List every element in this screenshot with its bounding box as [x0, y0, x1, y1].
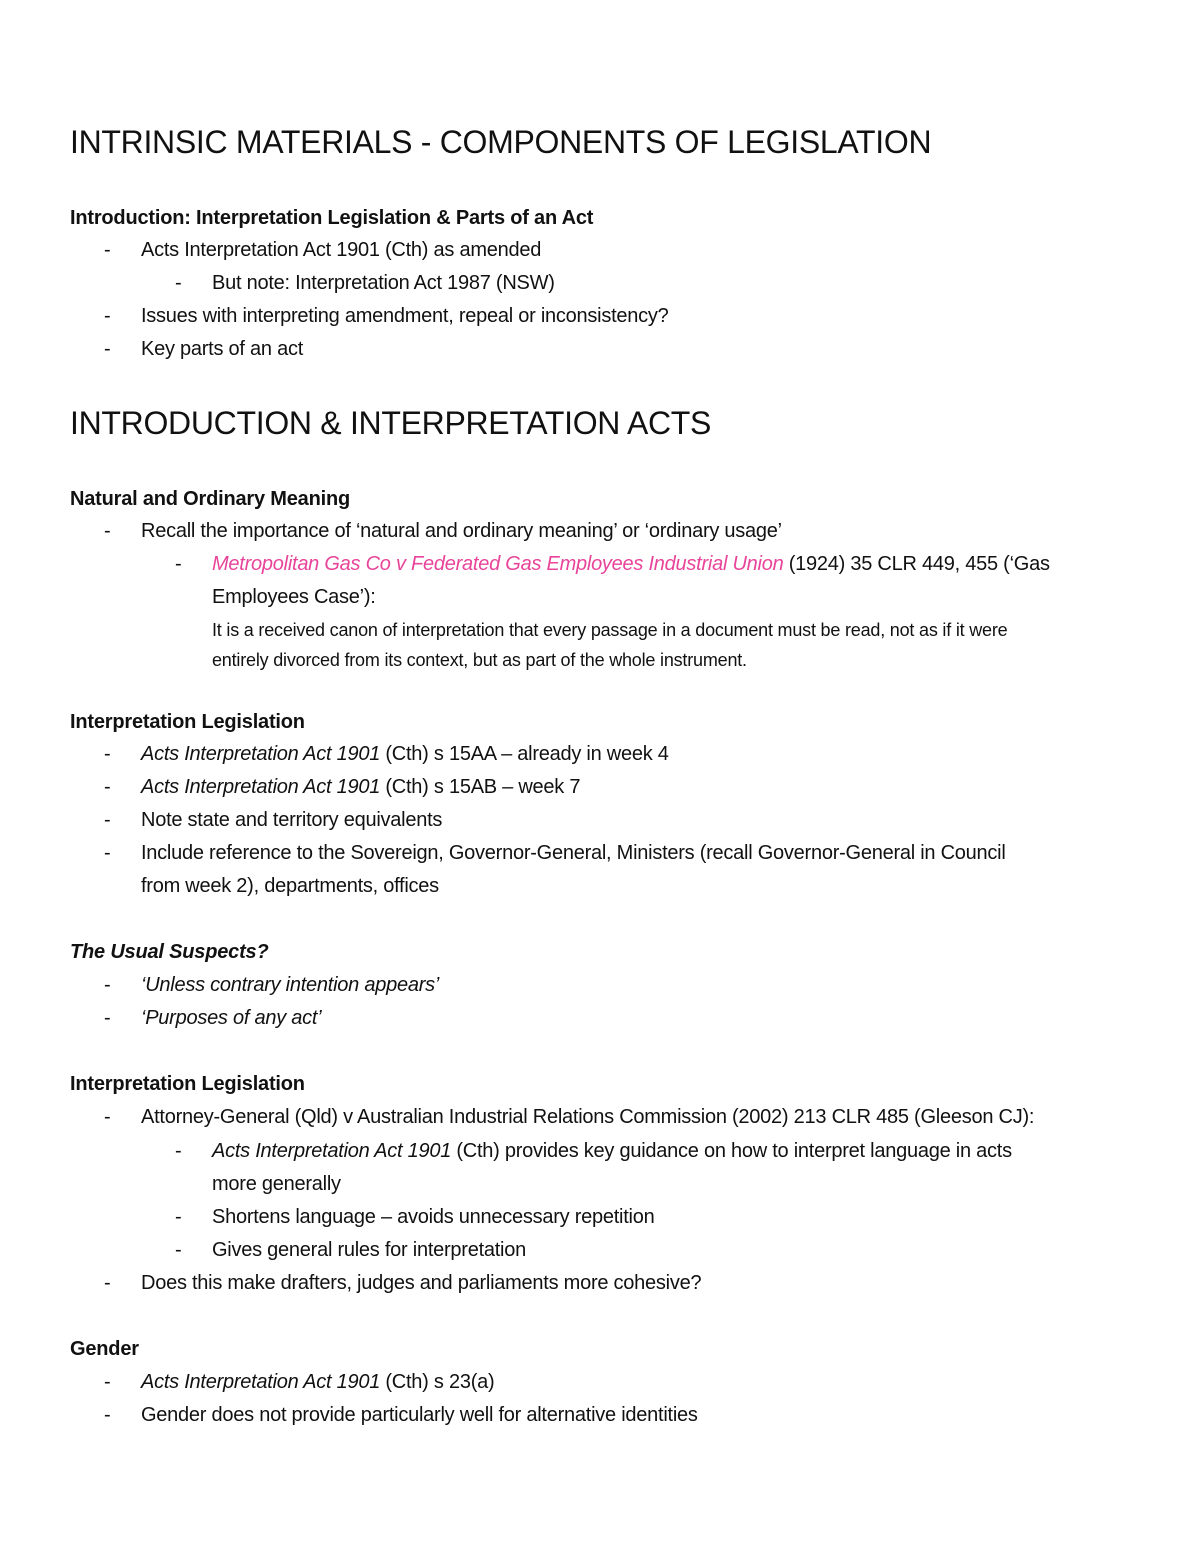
bullet-dash: -: [104, 974, 111, 996]
bullet-dash: -: [175, 1140, 182, 1162]
section-title-intrinsic-materials: INTRINSIC MATERIALS - COMPONENTS OF LEGISLATION: [70, 124, 932, 160]
list-item: Include reference to the Sovereign, Governor-General, Ministers (recall Governor-General in Council: [141, 842, 1006, 864]
bullet-dash: -: [104, 776, 111, 798]
bullet-dash: -: [175, 1239, 182, 1261]
case-name: Metropolitan Gas Co v Federated Gas Employees Industrial Union: [212, 553, 784, 575]
list-item: Key parts of an act: [141, 338, 304, 360]
act-name: Acts Interpretation Act 1901: [141, 743, 381, 765]
quote-line: It is a received canon of interpretation that every passage in a document must be read, not as if it were: [212, 620, 1008, 640]
heading-natural-ordinary-meaning: Natural and Ordinary Meaning: [70, 488, 351, 510]
bullet-dash: -: [104, 809, 111, 831]
list-item-text: (Cth) s 15AA – already in week 4: [380, 743, 669, 765]
list-item: Gender does not provide particularly well for alternative identities: [141, 1404, 698, 1426]
case-cite: (1924) 35 CLR 449, 455 (‘Gas: [783, 553, 1050, 575]
list-item: Recall the importance of ‘natural and ordinary meaning’ or ‘ordinary usage’: [141, 520, 782, 542]
bullet-dash: -: [104, 842, 111, 864]
bullet-dash: -: [104, 305, 111, 327]
bullet-dash: -: [175, 553, 182, 575]
bullet-dash: -: [175, 1206, 182, 1228]
list-item: Attorney-General (Qld) v Australian Industrial Relations Commission (2002) 213 CLR 485 (Gleeson CJ):: [141, 1106, 1035, 1128]
heading-interpretation-legislation: Interpretation Legislation: [70, 711, 305, 733]
case-citation-continued: Employees Case’):: [212, 586, 376, 608]
list-item: Gives general rules for interpretation: [212, 1239, 526, 1261]
list-item-text: (Cth) provides key guidance on how to interpret language in acts: [451, 1140, 1012, 1162]
list-item: Acts Interpretation Act 1901 (Cth) as amended: [141, 239, 542, 261]
act-name: Acts Interpretation Act 1901: [212, 1140, 452, 1162]
quote-line: entirely divorced from its context, but as part of the whole instrument.: [212, 650, 747, 670]
bullet-dash: -: [175, 272, 182, 294]
bullet-dash: -: [104, 1404, 111, 1426]
list-item: [141, 776, 580, 799]
list-item: Issues with interpreting amendment, repeal or inconsistency?: [141, 305, 669, 327]
list-item: Does this make drafters, judges and parliaments more cohesive?: [141, 1272, 702, 1294]
list-item: [212, 1140, 1012, 1163]
bullet-dash: -: [104, 1007, 111, 1029]
section-title-interpretation-acts: INTRODUCTION & INTERPRETATION ACTS: [70, 405, 712, 441]
list-item-text: (Cth) s 15AB – week 7: [380, 776, 581, 798]
act-name: Acts Interpretation Act 1901: [141, 1371, 381, 1393]
bullet-dash: -: [104, 1272, 111, 1294]
list-item-continued: more generally: [212, 1173, 341, 1195]
bullet-dash: -: [104, 743, 111, 765]
list-item: ‘Unless contrary intention appears’: [141, 974, 440, 996]
bullet-dash: -: [104, 1106, 111, 1128]
list-item: [141, 1371, 494, 1394]
heading-introduction: Introduction: Interpretation Legislation & Parts of an Act: [70, 207, 594, 229]
list-item-continued: from week 2), departments, offices: [141, 875, 439, 897]
bullet-dash: -: [104, 1371, 111, 1393]
case-citation: [212, 553, 1050, 576]
heading-interpretation-legislation: Interpretation Legislation: [70, 1073, 305, 1095]
list-item-text: (Cth) s 23(a): [380, 1371, 495, 1393]
list-item: Shortens language – avoids unnecessary repetition: [212, 1206, 655, 1228]
bullet-dash: -: [104, 338, 111, 360]
list-item: [141, 743, 669, 766]
bullet-dash: -: [104, 520, 111, 542]
heading-gender: Gender: [70, 1338, 139, 1360]
list-item: Note state and territory equivalents: [141, 809, 443, 831]
list-item: But note: Interpretation Act 1987 (NSW): [212, 272, 555, 294]
heading-usual-suspects: The Usual Suspects?: [70, 941, 269, 963]
list-item: ‘Purposes of any act’: [141, 1007, 322, 1029]
act-name: Acts Interpretation Act 1901: [141, 776, 381, 798]
bullet-dash: -: [104, 239, 111, 261]
